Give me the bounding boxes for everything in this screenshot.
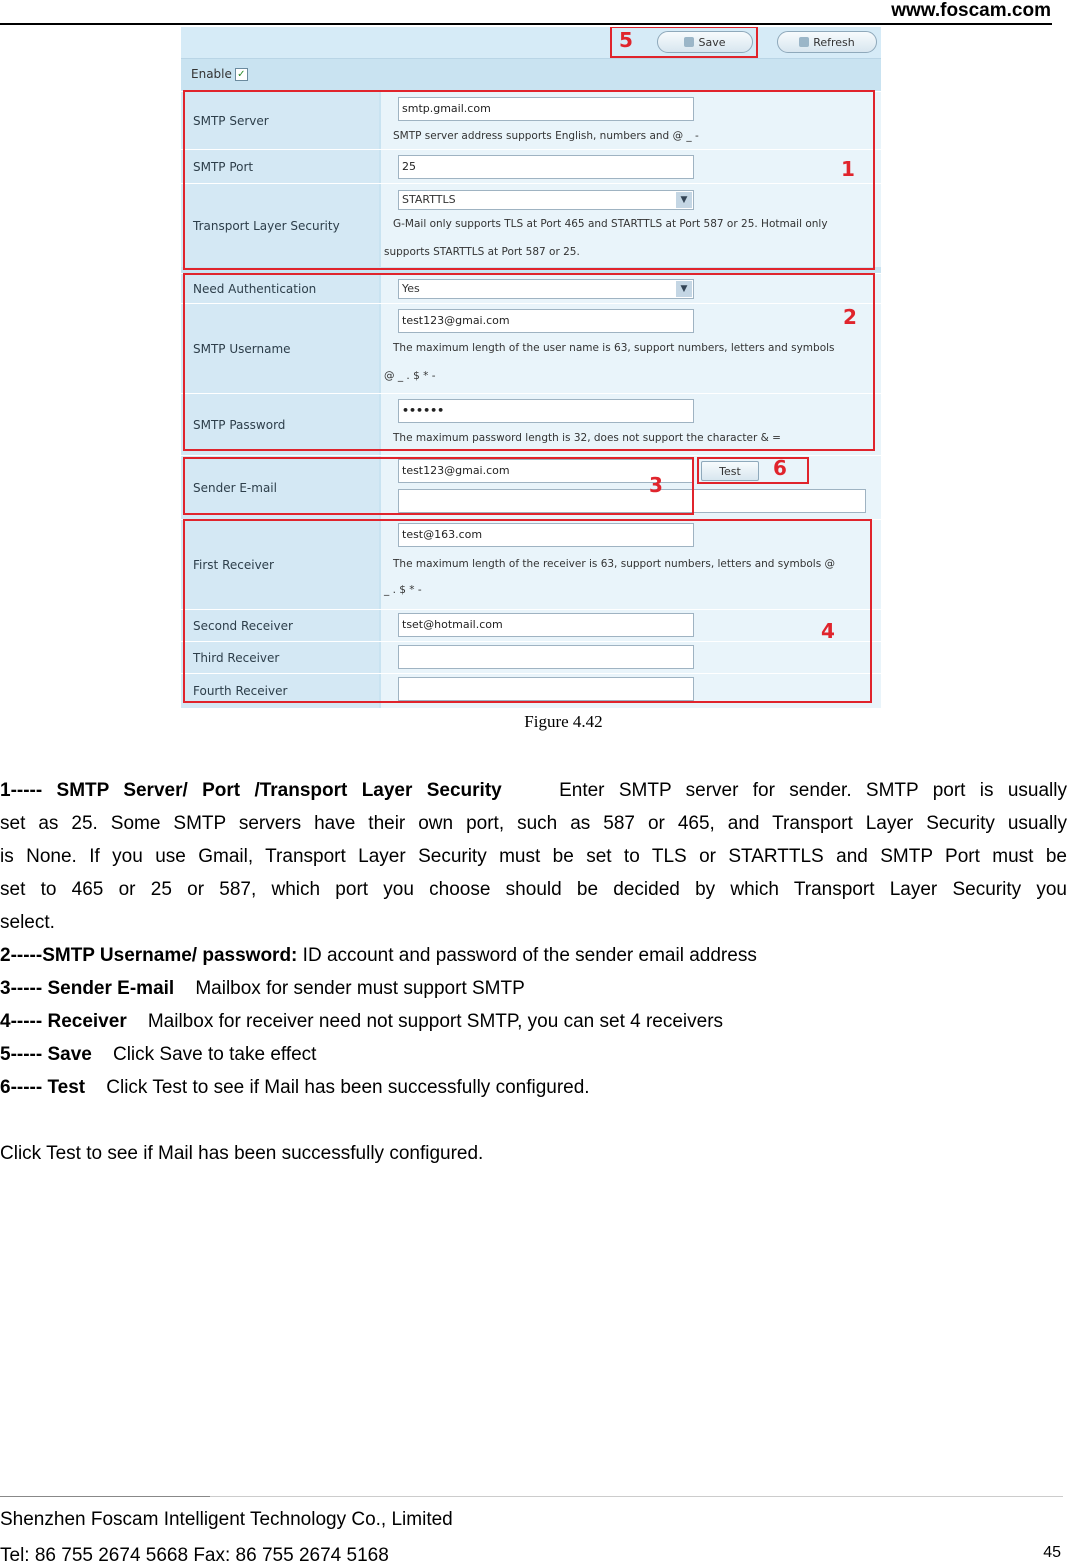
item-4: 4----- Receiver Mailbox for receiver need not support SMTP, you can set 4 receivers [0, 1011, 724, 1032]
annotation-number-4: 4 [821, 619, 835, 643]
need-auth-label: Need Authentication [181, 274, 379, 303]
footer-company: Shenzhen Foscam Intelligent Technology Co., Limited [0, 1509, 453, 1530]
tls-select[interactable]: STARTTLS ▼ [398, 190, 694, 210]
annotation-number-6: 6 [773, 456, 787, 480]
tls-hint-line2: supports STARTTLS at Port 587 or 25. [384, 246, 580, 258]
smtp-port-label: SMTP Port [181, 150, 379, 183]
mail-settings-screenshot [181, 27, 881, 708]
footer-rule [0, 1496, 1063, 1497]
first-receiver-label: First Receiver [181, 520, 379, 609]
enable-label: Enable [191, 67, 232, 81]
annotation-box-3 [183, 457, 694, 515]
refresh-icon [799, 37, 809, 47]
item-5: 5----- Save Click Save to take effect [0, 1044, 317, 1065]
tls-label: Transport Layer Security [181, 184, 379, 267]
page-number: 45 [1043, 1544, 1061, 1561]
header-rule [0, 23, 1052, 25]
item-1-line3: is None. If you use Gmail, Transport Layer Security must be set to TLS or STARTTLS and SMTP Port must be [0, 846, 1067, 867]
chevron-down-icon: ▼ [676, 192, 692, 208]
fourth-receiver-label: Fourth Receiver [181, 674, 379, 708]
site-url[interactable]: www.foscam.com [891, 0, 1051, 21]
sender-email-label: Sender E-mail [181, 456, 379, 519]
smtp-password-input[interactable]: •••••• [398, 399, 694, 423]
enable-checkbox[interactable]: ✓ [235, 68, 248, 81]
annotation-number-1: 1 [841, 157, 855, 181]
annotation-box-1 [183, 90, 875, 270]
figure-caption: Figure 4.42 [524, 712, 603, 731]
tls-hint-line1: G-Mail only supports TLS at Port 465 and STARTTLS at Port 587 or 25. Hotmail only [393, 218, 828, 230]
chevron-down-icon: ▼ [676, 281, 692, 297]
item-1-line5: select. [0, 912, 55, 933]
item-3: 3----- Sender E-mail Mailbox for sender must support SMTP [0, 978, 525, 999]
toolbar [181, 27, 881, 59]
annotation-number-2: 2 [843, 305, 857, 329]
smtp-server-label: SMTP Server [181, 92, 379, 149]
smtp-server-hint: SMTP server address supports English, numbers and @ _ - [393, 130, 699, 142]
smtp-username-hint-line1: The maximum length of the user name is 63, support numbers, letters and symbols [393, 342, 835, 354]
item-1-line4: set to 465 or 25 or 587, which port you choose should be decided by which Transport Layer Security you [0, 879, 1067, 900]
first-receiver-hint-line2: _ . $ * - [384, 584, 422, 596]
enable-row [191, 67, 248, 81]
test-button[interactable]: Test [701, 461, 759, 481]
first-receiver-hint-line1: The maximum length of the receiver is 63, support numbers, letters and symbols @ [393, 558, 836, 570]
refresh-button[interactable]: Refresh [777, 31, 877, 53]
smtp-server-input[interactable]: smtp.gmail.com [398, 97, 694, 121]
annotation-box-2 [183, 273, 875, 451]
annotation-box-6 [697, 457, 809, 484]
second-receiver-input[interactable]: tset@hotmail.com [398, 613, 694, 637]
smtp-username-label: SMTP Username [181, 304, 379, 393]
smtp-username-hint-line2: @ _ . $ * - [384, 370, 436, 382]
closing-note: Click Test to see if Mail has been successfully configured. [0, 1143, 484, 1164]
first-receiver-input[interactable]: test@163.com [398, 523, 694, 547]
annotation-number-5: 5 [619, 28, 633, 52]
save-button[interactable]: Save [657, 31, 753, 53]
item-1-line2: set as 25. Some SMTP servers have their own port, such as 587 or 465, and Transport Layer Security usually [0, 813, 1067, 834]
sender-email-input[interactable]: test123@gmai.com [398, 459, 694, 483]
second-receiver-label: Second Receiver [181, 610, 379, 641]
third-receiver-label: Third Receiver [181, 642, 379, 673]
smtp-password-label: SMTP Password [181, 394, 379, 455]
need-auth-select[interactable]: Yes ▼ [398, 279, 694, 299]
annotation-number-3: 3 [649, 473, 663, 497]
item-6: 6----- Test Click Test to see if Mail has been successfully configured. [0, 1077, 590, 1098]
smtp-port-input[interactable]: 25 [398, 155, 694, 179]
description-text [0, 774, 1067, 1170]
footer-contact: Tel: 86 755 2674 5668 Fax: 86 755 2674 5168 [0, 1545, 389, 1565]
smtp-username-input[interactable]: test123@gmai.com [398, 309, 694, 333]
annotation-box-4 [183, 519, 872, 703]
item-1-line1: 1----- SMTP Server/ Port /Transport Layer Security Enter SMTP server for sender. SMTP port is usually [0, 780, 1067, 801]
smtp-password-hint: The maximum password length is 32, does not support the character & = [393, 432, 781, 444]
item-2: 2-----SMTP Username/ password: ID account and password of the sender email address [0, 945, 757, 966]
